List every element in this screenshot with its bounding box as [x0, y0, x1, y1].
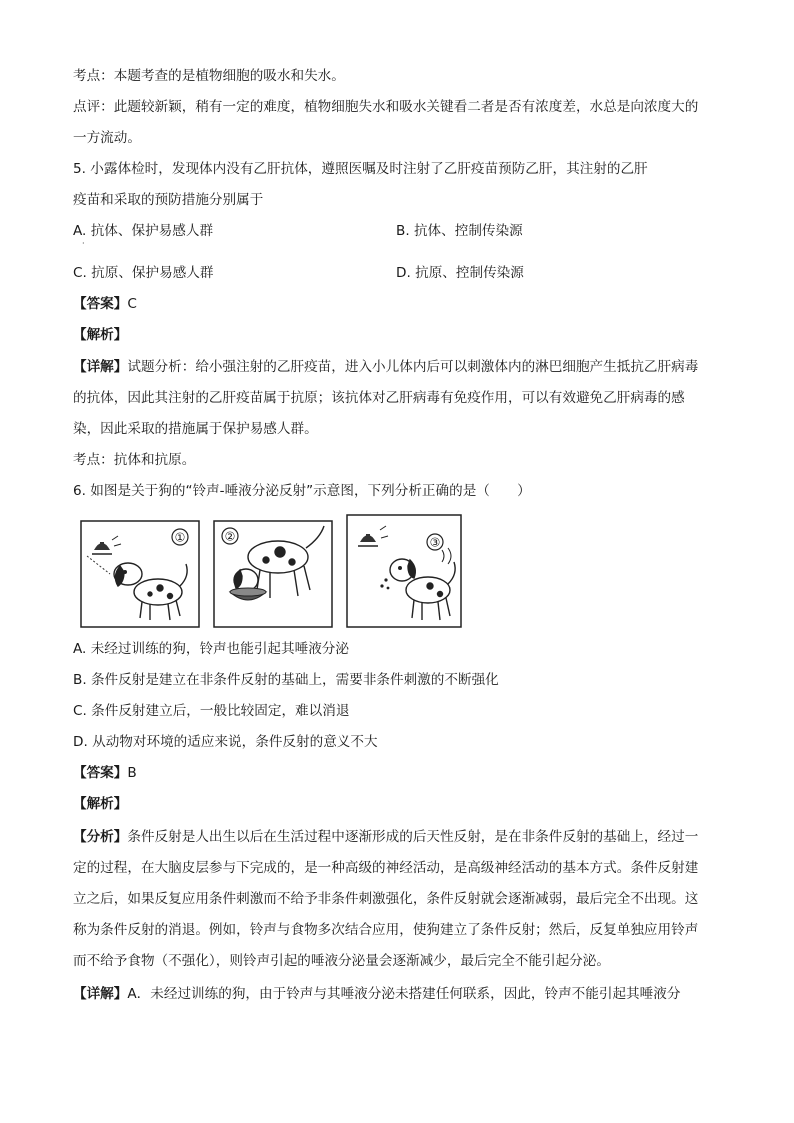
kaodian-text: 考点：本题考查的是植物细胞的吸水和失水。: [73, 68, 345, 84]
q5-option-b: B. 抗体、控制传染源: [396, 223, 523, 239]
food-bowl-icon: [230, 588, 266, 600]
q5-detail-line-2: 的抗体，因此其注射的乙肝疫苗属于抗原；该抗体对乙肝病毒有免疫作用，可以有效避免乙肝病毒的感: [73, 390, 685, 406]
q5-option-d: D. 抗原、控制传染源: [396, 265, 524, 281]
panel-3-label: ③: [429, 535, 441, 550]
q6-detail-text-1: A．未经过训练的狗，由于铃声与其唾液分泌未搭建任何联系，因此，铃声不能引起其唾液分: [127, 986, 681, 1002]
q5-stem-line-2: 疫苗和采取的预防措施分别属于: [73, 192, 264, 208]
q6-answer-line: [73, 764, 723, 782]
q6-option-b: B. 条件反射是建立在非条件反射的基础上，需要非条件刺激的不断强化: [73, 672, 499, 688]
q6-fenxi-line-3: 立之后，如果反复应用条件刺激而不给予非条件刺激强化，条件反射就会逐渐减弱，最后完全不出现。这: [73, 891, 699, 907]
q5-detail-text-1: 试题分析：给小强注射的乙肝疫苗，进入小儿体内后可以刺激体内的淋巴细胞产生抵抗乙肝病毒: [127, 359, 699, 375]
q6-fenxi-line-4: 称为条件反射的消退。例如，铃声与食物多次结合应用，使狗建立了条件反射；然后，反复单独应用铃声: [73, 922, 699, 938]
q5-detail-line-3: 染，因此采取的措施属于保护易感人群。: [73, 421, 318, 437]
bell-icon: [358, 526, 388, 546]
dianping-text-line-1: 点评：此题较新颖，稍有一定的难度，植物细胞失水和吸水关键看二者是否有浓度差，水总是向浓度大的: [73, 99, 699, 115]
q6-analysis-tag: 【解析】: [73, 796, 128, 812]
q6-stem: 6. 如图是关于狗的“铃声-唾液分泌反射”示意图，下列分析正确的是（ ）: [73, 483, 531, 499]
q6-option-a: A. 未经过训练的狗，铃声也能引起其唾液分泌: [73, 641, 349, 657]
panel-2-label: ②: [224, 529, 236, 544]
dog-eating-icon: [234, 526, 324, 598]
detail-tag: 【详解】: [73, 359, 128, 375]
q6-fenxi-line-5: 而不给予食物（不强化），则铃声引起的唾液分泌量会逐渐减少，最后完全不能引起分泌。: [73, 953, 610, 969]
q6-fenxi-text-1: 条件反射是人出生以后在生活过程中逐渐形成的后天性反射，是在非条件反射的基础上，经过一: [127, 829, 699, 845]
dog-reflex-figure: [80, 512, 470, 630]
detail-tag: 【详解】: [73, 986, 128, 1002]
q5-option-c: C. 抗原、保护易感人群: [73, 265, 214, 281]
answer-tag: 【答案】: [73, 765, 128, 781]
q5-answer-line: [73, 295, 723, 313]
panel-3: [347, 515, 461, 627]
q6-answer: B: [127, 765, 137, 781]
dog-reflex-illustration: [80, 512, 470, 630]
q5-detail-line-1: [73, 358, 723, 376]
q6-option-c: C. 条件反射建立后，一般比较固定，难以消退: [73, 703, 350, 719]
q5-answer: C: [127, 296, 137, 312]
panel-1-label: ①: [174, 530, 186, 545]
q6-fenxi-line-1: [73, 828, 723, 846]
panel-2: [214, 521, 332, 627]
scan-speck: ·: [82, 239, 85, 248]
q5-kaodian: 考点：抗体和抗原。: [73, 452, 196, 468]
dianping-text-line-2: 一方流动。: [73, 130, 141, 146]
dog-salivating-icon: [390, 559, 455, 620]
q6-detail-line-1: [73, 985, 723, 1003]
q6-fenxi-line-2: 定的过程，在大脑皮层参与下完成的，是一种高级的神经活动，是高级神经活动的基本方式。条件反射建: [73, 860, 699, 876]
saliva-drops-icon: [380, 578, 389, 589]
fenxi-tag: 【分析】: [73, 829, 128, 845]
q5-stem-line-1: 5. 小露体检时，发现体内没有乙肝抗体，遵照医嘱及时注射了乙肝疫苗预防乙肝，其注射的乙肝: [73, 161, 648, 177]
q5-analysis-tag: 【解析】: [73, 327, 128, 343]
answer-tag: 【答案】: [73, 296, 128, 312]
q6-option-d: D. 从动物对环境的适应来说，条件反射的意义不大: [73, 734, 378, 750]
dog-icon: [114, 563, 187, 620]
q5-option-a: A. 抗体、保护易感人群: [73, 223, 214, 239]
panel-1: [81, 521, 199, 627]
